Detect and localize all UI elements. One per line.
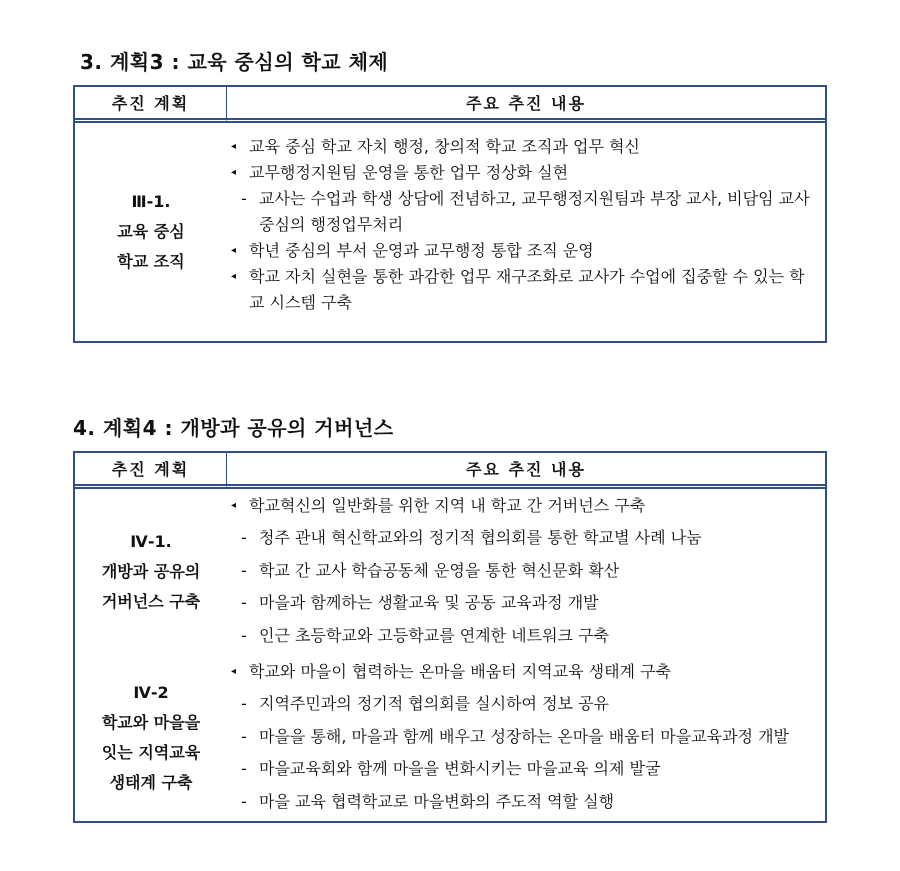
content-bullet-item <box>231 656 817 688</box>
plan-table-3 <box>73 85 827 343</box>
content-bullet-item <box>231 490 817 522</box>
content-text: 학교혁신의 일반화를 위한 지역 내 학교 간 거버넌스 구축 <box>249 496 646 515</box>
content-text: 교사는 수업과 학생 상담에 전념하고, 교무행정지원팀과 부장 교사, 비담임 교사 중심의 행정업무처리 <box>259 189 810 234</box>
section-4-title: 4. 계획4 : 개방과 공유의 거버넌스 <box>73 416 394 440</box>
content-cell <box>227 123 825 341</box>
content-text: 마을을 통해, 마을과 함께 배우고 성장하는 온마을 배움터 마을교육과정 개발 <box>259 726 789 746</box>
plan-item-line: 교육 중심 <box>117 222 185 241</box>
header-content: 주요 추진 내용 <box>227 87 825 123</box>
content-text: 학교와 마을이 협력하는 온마을 배움터 지역교육 생태계 구축 <box>249 662 672 682</box>
content-text: 마을과 함께하는 생활교육 및 공동 교육과정 개발 <box>259 593 599 613</box>
content-bullet-item <box>231 238 817 264</box>
content-text: 지역주민과의 정기적 협의회를 실시하여 정보 공유 <box>259 694 610 714</box>
dash-bullet-icon: - <box>241 593 247 613</box>
plan-item-line: 학교와 마을을 <box>101 713 201 733</box>
content-dash-item <box>231 186 817 238</box>
content-text: 학년 중심의 부서 운영과 교무행정 통합 조직 운영 <box>249 241 594 260</box>
dash-bullet-icon: - <box>241 694 247 714</box>
plan-item-line: 학교 조직 <box>117 252 185 271</box>
plan-item-cell <box>75 489 227 655</box>
content-dash-item <box>231 721 817 753</box>
plan-table-4 <box>73 451 827 823</box>
content-cell <box>227 655 825 821</box>
triangle-bullet-icon: ◂ <box>231 500 237 511</box>
dash-bullet-icon: - <box>241 528 247 548</box>
content-dash-item <box>231 786 817 818</box>
content-dash-item <box>231 522 817 554</box>
content-cell <box>227 489 825 655</box>
plan-item-line: Ⅳ-2 <box>133 683 169 703</box>
content-dash-item <box>231 688 817 720</box>
plan-item-line: Ⅳ-1. <box>130 532 172 552</box>
triangle-bullet-icon: ◂ <box>231 141 237 152</box>
content-bullet-item <box>231 264 817 316</box>
table-row <box>75 655 825 821</box>
content-text: 마을 교육 협력학교로 마을변화의 주도적 역할 실행 <box>259 791 615 811</box>
dash-bullet-icon: - <box>241 560 247 580</box>
section-3-title: 3. 계획3 : 교육 중심의 학교 체제 <box>80 50 389 74</box>
dash-bullet-icon: - <box>241 791 247 811</box>
content-bullet-item <box>231 160 817 186</box>
content-text: 학교 자치 실현을 통한 과감한 업무 재구조화로 교사가 수업에 집중할 수 있는 학교 시스템 구축 <box>249 267 805 312</box>
header-plan: 추진 계획 <box>75 453 227 489</box>
triangle-bullet-icon: ◂ <box>231 167 237 178</box>
table-header-row <box>75 87 825 123</box>
content-dash-item <box>231 620 817 652</box>
dash-bullet-icon: - <box>241 759 247 779</box>
content-text: 마을교육회와 함께 마을을 변화시키는 마을교육 의제 발굴 <box>259 759 661 779</box>
plan-item-cell <box>75 123 227 341</box>
content-text: 청주 관내 혁신학교와의 정기적 협의회를 통한 학교별 사례 나눔 <box>259 528 702 548</box>
header-content: 주요 추진 내용 <box>227 453 825 489</box>
content-dash-item <box>231 587 817 619</box>
plan-item-line: 잇는 지역교육 <box>101 743 201 763</box>
content-bullet-item <box>231 134 817 160</box>
content-text: 교무행정지원팀 운영을 통한 업무 정상화 실현 <box>249 163 569 182</box>
plan-item-line: 거버넌스 구축 <box>101 592 201 612</box>
plan-item-cell <box>75 655 227 821</box>
table-row <box>75 489 825 655</box>
dash-bullet-icon: - <box>241 189 247 208</box>
dash-bullet-icon: - <box>241 625 247 645</box>
table-row <box>75 123 825 341</box>
header-plan: 추진 계획 <box>75 87 227 123</box>
plan-item-line: Ⅲ-1. <box>131 192 171 211</box>
triangle-bullet-icon: ◂ <box>231 271 237 282</box>
plan-item-line: 생태계 구축 <box>109 773 193 793</box>
content-dash-item <box>231 555 817 587</box>
triangle-bullet-icon: ◂ <box>231 245 237 256</box>
content-text: 학교 간 교사 학습공동체 운영을 통한 혁신문화 확산 <box>259 560 620 580</box>
content-dash-item <box>231 753 817 785</box>
content-text: 인근 초등학교와 고등학교를 연계한 네트워크 구축 <box>259 625 610 645</box>
plan-item-line: 개방과 공유의 <box>101 562 201 582</box>
dash-bullet-icon: - <box>241 726 247 746</box>
triangle-bullet-icon: ◂ <box>231 666 237 678</box>
content-text: 교육 중심 학교 자치 행정, 창의적 학교 조직과 업무 혁신 <box>249 137 640 156</box>
table-header-row <box>75 453 825 489</box>
